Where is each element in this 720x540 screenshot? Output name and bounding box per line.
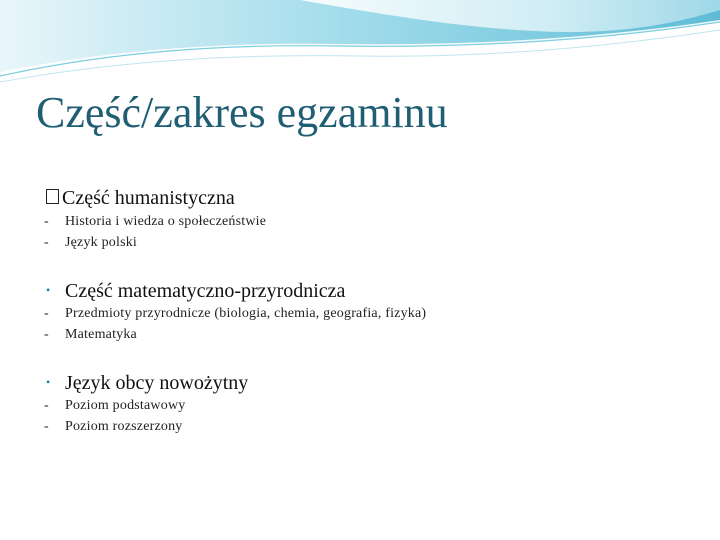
slide-title: Część/zakres egzaminu (36, 88, 448, 137)
bullet-dot-icon: • (46, 283, 51, 297)
list-item-dash: - (44, 235, 49, 250)
section-heading-foreign-language: Język obcy nowożytny (65, 372, 249, 394)
missing-glyph-box-icon (46, 189, 59, 204)
list-item-dash: - (44, 306, 49, 321)
list-item-dash: - (44, 214, 49, 229)
list-item: Przedmioty przyrodnicze (biologia, chemia, geografia, fizyka) (65, 306, 427, 321)
list-item: Poziom rozszerzony (65, 419, 183, 434)
list-item: Matematyka (65, 327, 137, 342)
header-wave-decoration (0, 0, 720, 90)
list-item-dash: - (44, 327, 49, 342)
list-item: Język polski (65, 235, 138, 250)
section-heading-humanistic: Część humanistyczna (62, 187, 235, 209)
list-item-dash: - (44, 398, 49, 413)
bullet-dot-icon: • (46, 375, 51, 389)
list-item: Historia i wiedza o społeczeństwie (65, 214, 267, 229)
list-item-dash: - (44, 419, 49, 434)
section-heading-math-science: Część matematyczno-przyrodnicza (65, 280, 346, 302)
list-item: Poziom podstawowy (65, 398, 186, 413)
